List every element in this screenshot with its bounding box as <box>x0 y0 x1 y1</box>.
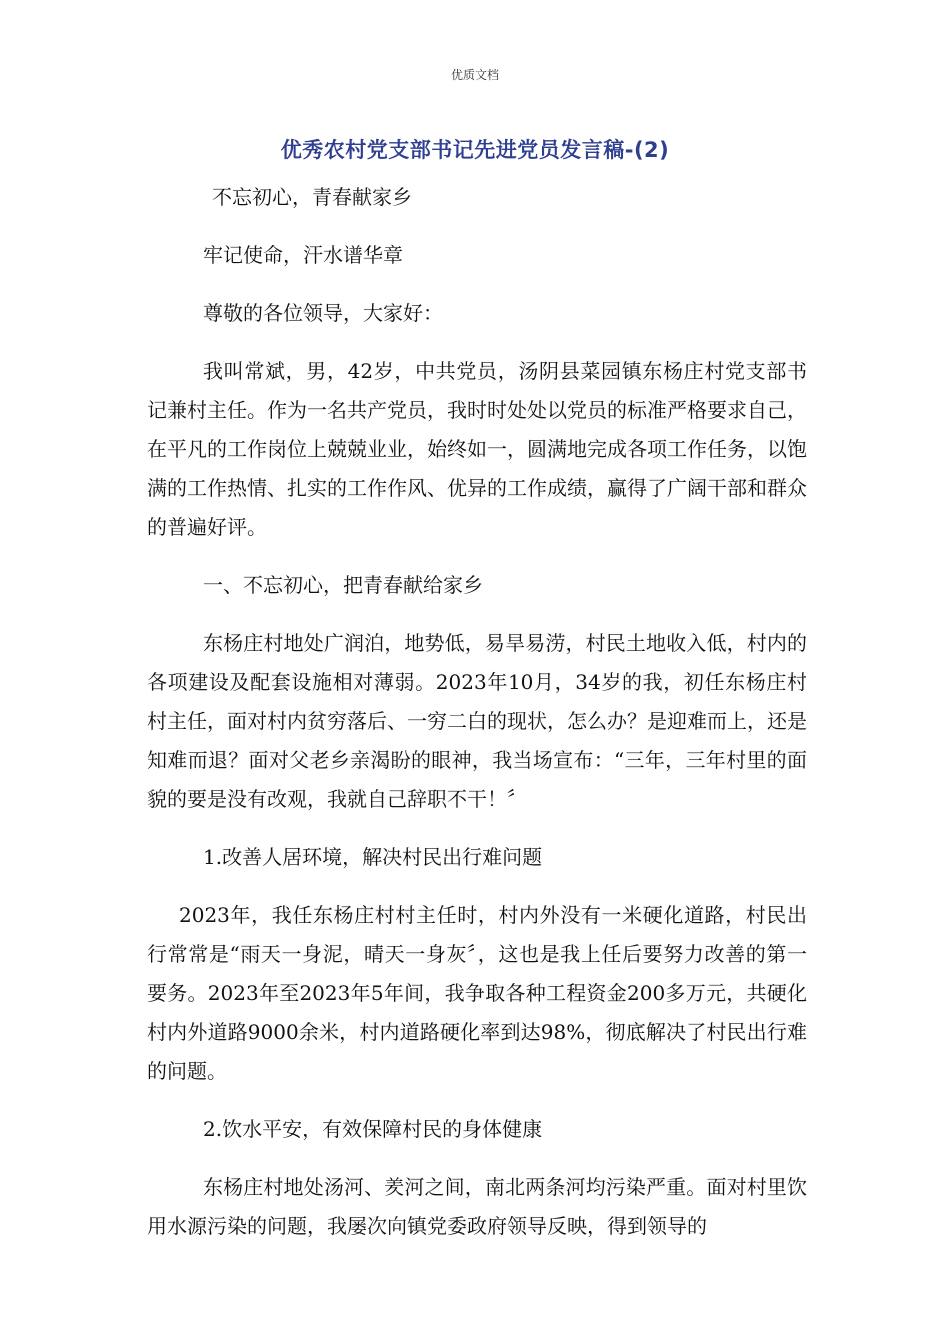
paragraph-roads: 2023年，我任东杨庄村村主任时，村内外没有一米硬化道路，村民出行常常是“雨天一身泥，晴天一身灰〞，这也是我上任后要努力改善的第一要务。2023年至2023年5年间，我争取各种工程资金200多万元，共硬化村内外道路9000余米，村内道路硬化率到达98%，彻底解决了村民出行难的问题。 <box>147 903 807 1083</box>
subsection-heading-2: 2.饮水平安，有效保障村民的身体健康 <box>203 1117 543 1141</box>
paragraph-intro: 我叫常斌，男，42岁，中共党员，汤阴县菜园镇东杨庄村党支部书记兼村主任。作为一名共产党员，我时时处处以党员的标准严格要求自己，在平凡的工作岗位上兢兢业业，始终如一，圆满地完成各项工作任务，以饱满的工作热情、扎实的工作作风、优异的工作成绩，赢得了广阔干部和群众的普遍好评。 <box>147 359 807 539</box>
section-heading-1: 一、不忘初心，把青春献给家乡 <box>203 573 483 597</box>
subsection-heading-1: 1.改善人居环境，解决村民出行难问题 <box>203 845 543 869</box>
paragraph-water: 东杨庄村地处汤河、羑河之间，南北两条河均污染严重。面对村里饮用水源污染的问题，我屡次向镇党委政府领导反映，得到领导的 <box>147 1175 807 1238</box>
header-note: 优质文档 <box>450 68 499 82</box>
greeting: 尊敬的各位领导，大家好： <box>203 301 443 325</box>
subtitle-line-2: 牢记使命，汗水谱华章 <box>203 243 403 267</box>
paragraph-background: 东杨庄村地处广润泊，地势低，易旱易涝，村民土地收入低，村内的各项建设及配套设施相对薄弱。2023年10月，34岁的我，初任东杨庄村村主任，面对村内贫穷落后、一穷二白的现状，怎么办？是迎难而上，还是知难而退？面对父老乡亲渴盼的眼神，我当场宣布：“三年，三年村里的面貌的要是没有改观，我就自己辞职不干！〞 <box>147 631 807 811</box>
document-title: 优秀农村党支部书记先进党员发言稿-(2) <box>280 138 670 162</box>
document-body <box>147 178 807 1265</box>
subtitle-line-1: 不忘初心，青春献家乡 <box>212 185 412 209</box>
